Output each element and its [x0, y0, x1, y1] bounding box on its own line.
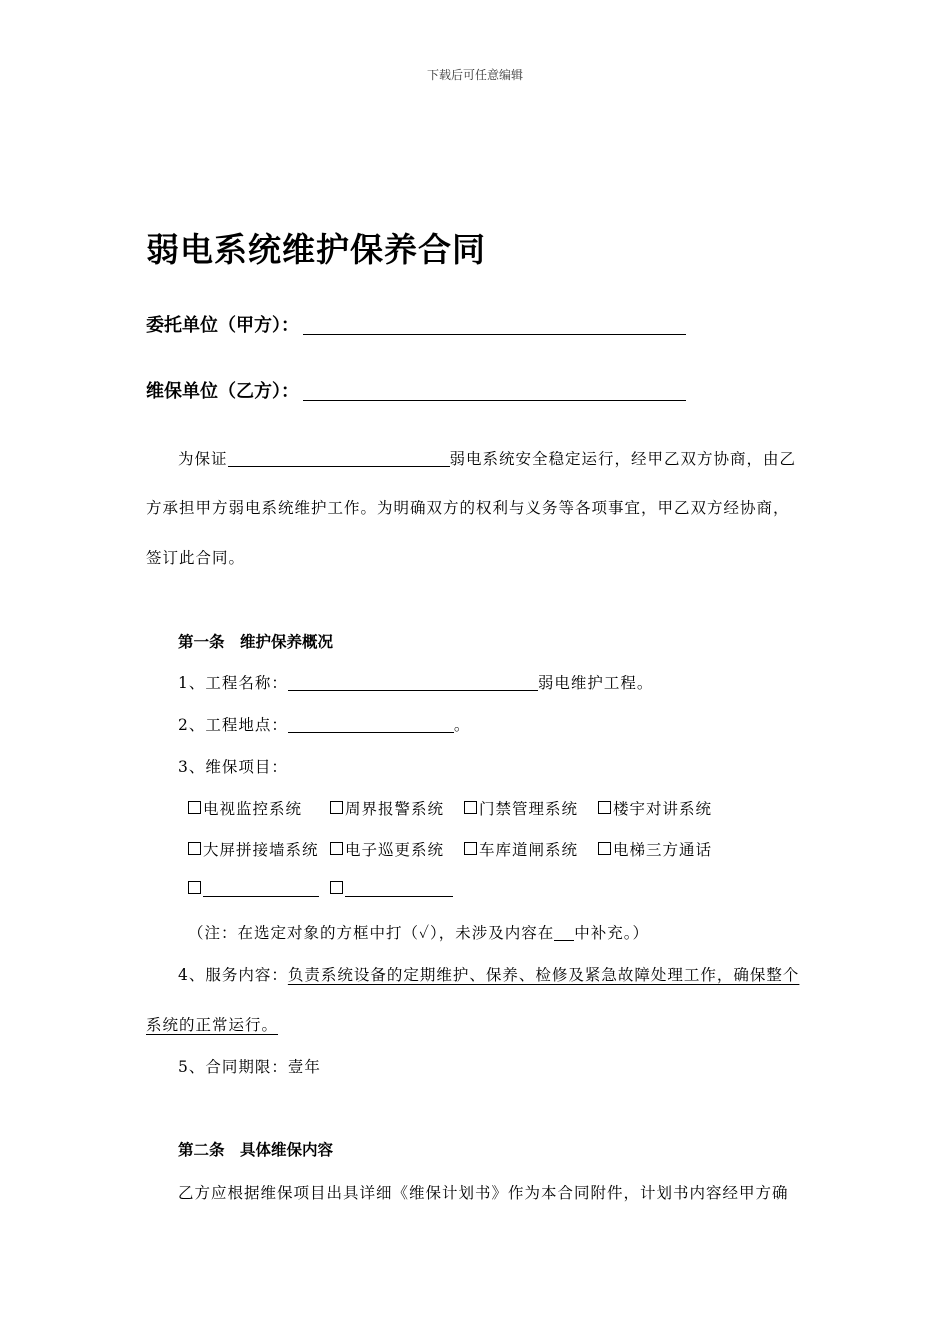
checkbox[interactable]	[598, 842, 611, 855]
option-video-wall[interactable]	[188, 838, 319, 860]
option-label: 车库道闸系统	[479, 841, 579, 859]
intro-suffix: 弱电系统安全稳定运行，经甲乙双方协商，由乙	[449, 450, 797, 468]
custom-option-blank[interactable]	[203, 880, 319, 897]
item-5: 5、合同期限：壹年	[178, 1058, 321, 1076]
option-label: 门禁管理系统	[479, 800, 579, 818]
option-elevator-intercom[interactable]	[598, 838, 712, 860]
option-access-control[interactable]	[464, 797, 578, 819]
option-cctv[interactable]	[188, 797, 302, 819]
option-perimeter-alarm[interactable]	[330, 797, 444, 819]
item-3: 3、维保项目：	[178, 758, 288, 776]
party-a-blank[interactable]	[303, 314, 686, 335]
party-b-blank[interactable]	[303, 380, 686, 401]
checkbox[interactable]	[598, 801, 611, 814]
option-label: 电视监控系统	[203, 800, 303, 818]
item-2	[178, 713, 470, 735]
article-2-line-1: 乙方应根据维保项目出具详细《维保计划书》作为本合同附件，计划书内容经甲方确	[178, 1184, 789, 1202]
item-1-suffix: 弱电维护工程。	[537, 674, 654, 692]
article-2-heading: 第二条 具体维保内容	[178, 1141, 334, 1159]
option-custom-2[interactable]	[330, 880, 453, 898]
note-suffix: 中补充。）	[574, 924, 650, 942]
option-label: 电梯三方通话	[613, 841, 713, 859]
option-intercom[interactable]	[598, 797, 712, 819]
checkbox[interactable]	[330, 881, 343, 894]
item-2-label: 2、工程地点：	[178, 716, 288, 734]
note-blank	[554, 924, 574, 941]
checkbox[interactable]	[464, 842, 477, 855]
header-note: 下载后可任意编辑	[426, 68, 523, 82]
intro-prefix: 为保证	[178, 450, 228, 468]
item-4-label: 4、服务内容：	[178, 966, 288, 984]
option-label: 楼宇对讲系统	[613, 800, 713, 818]
intro-line-1	[178, 447, 796, 469]
item-2-suffix: 。	[453, 716, 471, 734]
checkbox[interactable]	[330, 842, 343, 855]
item-1-label: 1、工程名称：	[178, 674, 288, 692]
project-blank[interactable]	[228, 450, 450, 467]
party-a-line	[146, 311, 686, 337]
option-label: 电子巡更系统	[345, 841, 445, 859]
item-1	[178, 671, 653, 693]
check-mark-icon: ✓	[419, 924, 431, 942]
checkbox[interactable]	[188, 842, 201, 855]
party-b-line	[146, 377, 686, 403]
option-label: 大屏拼接墙系统	[203, 841, 319, 859]
checkbox[interactable]	[188, 881, 201, 894]
party-a-label: 委托单位（甲方）：	[146, 315, 299, 336]
note-prefix: （注：在选定对象的方框中打（	[188, 924, 420, 942]
custom-option-blank[interactable]	[345, 880, 453, 897]
intro-line-3: 签订此合同。	[146, 549, 246, 567]
service-content-line-2: 系统的正常运行。	[146, 1016, 279, 1034]
contract-title: 弱电系统维护保养合同	[146, 230, 486, 269]
checkbox[interactable]	[188, 801, 201, 814]
note-middle: ），未涉及内容在	[430, 924, 555, 942]
article-1-heading: 第一条 维护保养概况	[178, 633, 334, 651]
option-parking-gate[interactable]	[464, 838, 578, 860]
project-location-blank[interactable]	[288, 716, 454, 733]
project-name-blank[interactable]	[288, 674, 538, 691]
item-4	[178, 963, 799, 985]
checkbox[interactable]	[330, 801, 343, 814]
party-b-label: 维保单位（乙方）：	[146, 381, 299, 402]
option-custom-1[interactable]	[188, 880, 319, 898]
selection-note	[188, 921, 649, 943]
option-label: 周界报警系统	[345, 800, 445, 818]
checkbox[interactable]	[464, 801, 477, 814]
intro-line-2: 方承担甲方弱电系统维护工作。为明确双方的权利与义务等各项事宜，甲乙双方经协商，	[146, 499, 790, 517]
option-patrol[interactable]	[330, 838, 444, 860]
service-content-line-1: 负责系统设备的定期维护、保养、检修及紧急故障处理工作，确保整个	[287, 966, 800, 984]
